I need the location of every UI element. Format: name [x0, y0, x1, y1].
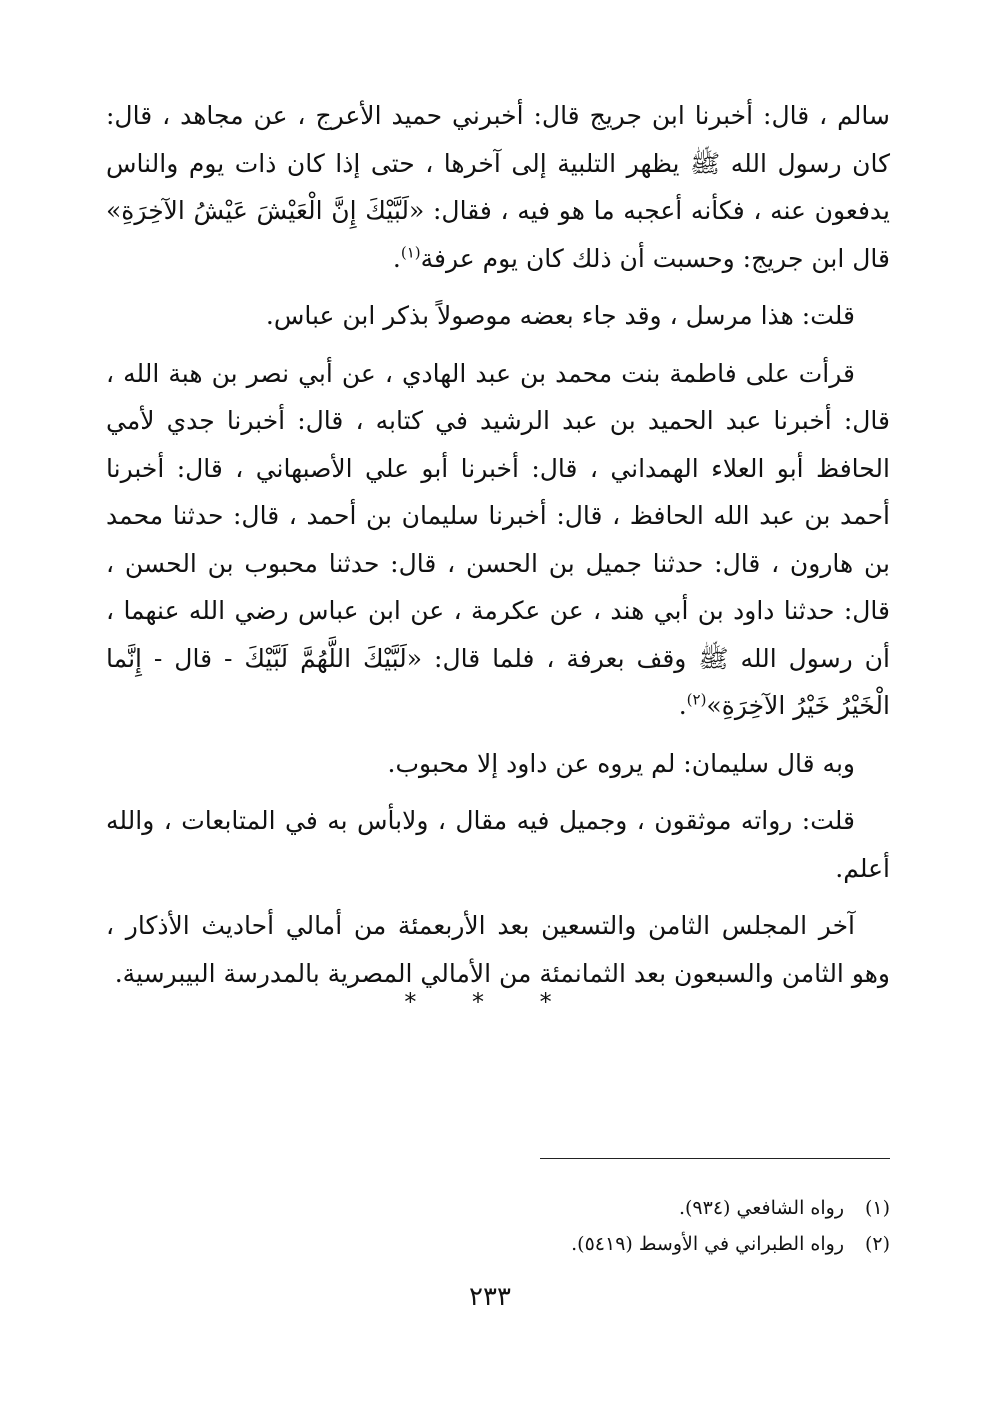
footnote-number: (٢) — [864, 1233, 890, 1255]
footnote-text: رواه الطبراني في الأوسط (٥٤١٩). — [571, 1233, 844, 1255]
section-separator: * * * — [404, 988, 576, 1016]
paragraph-hadith-mujahid — [106, 92, 890, 282]
paragraph-text: وبه قال سليمان: لم يروه عن داود إلا محبوب. — [387, 748, 855, 778]
paragraph-text: قرأت على فاطمة بنت محمد بن عبد الهادي ، عن أبي نصر بن هبة الله ، قال: أخبرنا عبد الحميد بن عبد الرشيد في كتابه ، قال: أخبرنا جدي لأمي الحافظ أبو العلاء الهمداني ، قال: أخبرنا أبو علي الأصبهاني ، قال: أخبرنا أحمد بن عبد الله الحافظ ، قال: أخبرنا سليمان بن أحمد ، قال: حدثنا محمد بن هارون ، قال: حدثنا جميل بن الحسن ، قال: حدثنا محبوب بن الحسن ، قال: حدثنا داود بن أبي هند ، عن عكرمة ، عن ابن عباس رضي الله عنهما ، أن رسول الله ﷺ وقف بعرفة ، فلما قال: «لَبَّيْكَ اللَّهُمَّ لَبَّيْكَ - قال - إِنَّما الْخَيْرُ خَيْرُ الآخِرَةِ» — [106, 358, 890, 720]
footnotes — [400, 1190, 890, 1262]
paragraph-text: قلت: رواته موثقون ، وجميل فيه مقال ، ولابأس به في المتابعات ، والله أعلم. — [106, 806, 890, 883]
footnote-number: (١) — [864, 1197, 890, 1219]
page-number: ٢٣٣ — [469, 1282, 511, 1312]
paragraph-text: آخر المجلس الثامن والتسعين بعد الأربعمئة من أمالي أحاديث الأذكار ، وهو الثامن والسبعون بعد الثمانمئة من الأمالي المصرية بالمدرسة البيبرسية. — [106, 911, 890, 988]
footnote-rule — [540, 1158, 890, 1159]
footnote-text: رواه الشافعي (٩٣٤). — [678, 1197, 844, 1219]
paragraph-isnad — [106, 350, 890, 730]
paragraph-tail: . — [678, 691, 687, 720]
paragraph-text: قلت: هذا مرسل ، وقد جاء بعضه موصولاً بذكر ابن عباس. — [265, 301, 855, 330]
footnote-ref: (٢) — [686, 690, 707, 709]
footnote-item — [400, 1190, 890, 1226]
paragraph-session-end — [106, 902, 890, 997]
footnote-item — [400, 1226, 890, 1262]
main-text — [106, 92, 890, 997]
footnote-ref: (١) — [400, 243, 421, 262]
paragraph-comment-mursal — [106, 292, 890, 340]
paragraph-tail: . — [392, 243, 401, 273]
paragraph-comment-narrators — [106, 797, 890, 892]
paragraph-text: سالم ، قال: أخبرنا ابن جريج قال: أخبرني حميد الأعرج ، عن مجاهد ، قال: كان رسول الله ﷺ يظهر التلبية إلى آخرها ، حتى إذا كان ذات يوم والناس يدفعون عنه ، فكأنه أعجبه ما هو فيه ، فقال: «لَبَّيْكَ إِنَّ الْعَيْشَ عَيْشُ الآخِرَةِ» قال ابن جريج: وحسبت أن ذلك كان يوم عرفة — [106, 101, 890, 273]
paragraph-sulayman — [106, 740, 890, 788]
